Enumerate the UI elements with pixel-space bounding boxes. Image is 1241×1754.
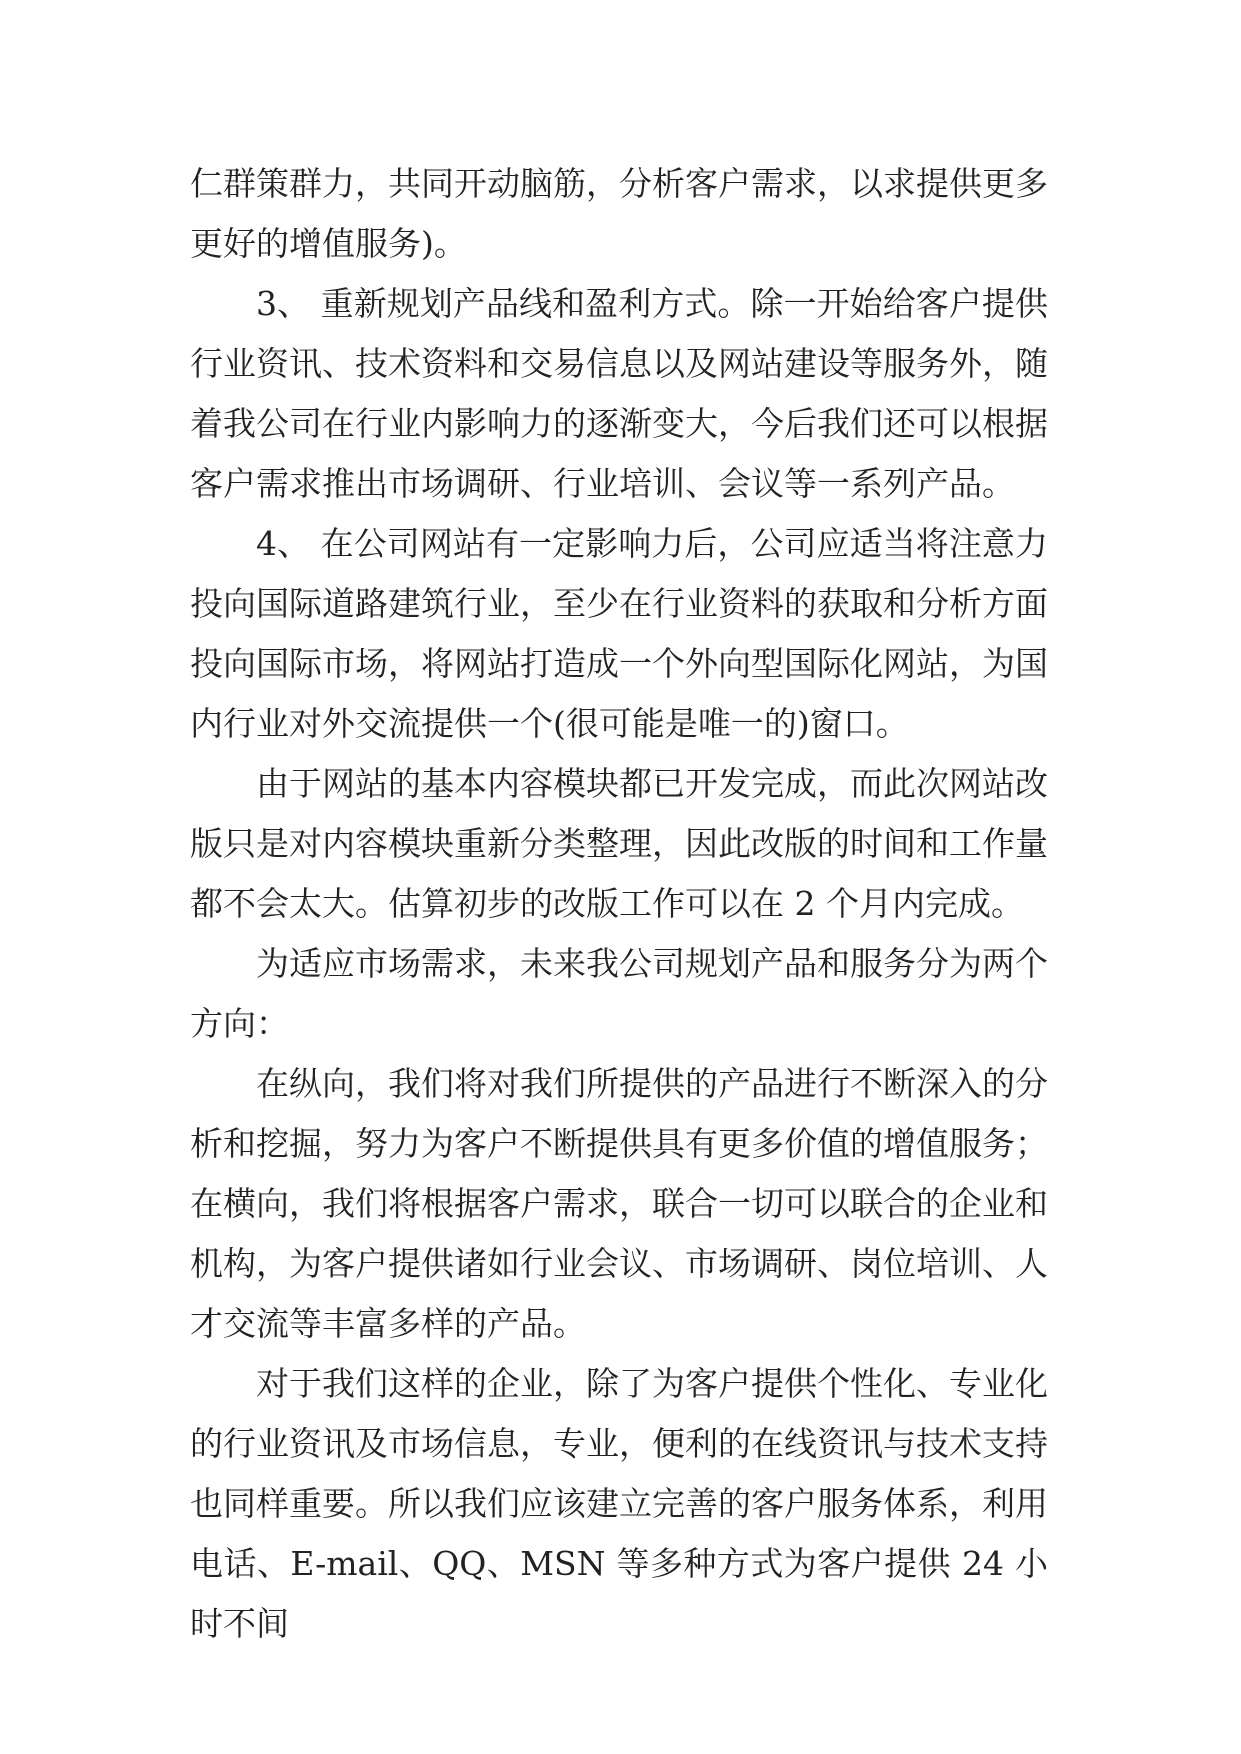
paragraph-2: 3、 重新规划产品线和盈利方式。除一开始给客户提供行业资讯、技术资料和交易信息以及网站建设等服务外，随着我公司在行业内影响力的逐渐变大，今后我们还可以根据客户需求推出市场调研、行业培训、会议等一系列产品。: [190, 284, 1048, 503]
paragraph-6: 在纵向，我们将对我们所提供的产品进行不断深入的分析和挖掘，努力为客户不断提供具有更多价值的增值服务；在横向，我们将根据客户需求，联合一切可以联合的企业和机构，为客户提供诸如行业会议、市场调研、岗位培训、人才交流等丰富多样的产品。: [190, 1064, 1048, 1343]
paragraph-4: 由于网站的基本内容模块都已开发完成，而此次网站改版只是对内容模块重新分类整理，因此改版的时间和工作量都不会太大。估算初步的改版工作可以在 2 个月内完成。: [190, 764, 1048, 923]
paragraph-1: 仁群策群力，共同开动脑筋，分析客户需求，以求提供更多更好的增值服务)。: [190, 164, 1048, 263]
paragraph-3: 4、 在公司网站有一定影响力后，公司应适当将注意力投向国际道路建筑行业，至少在行业资料的获取和分析方面投向国际市场，将网站打造成一个外向型国际化网站，为国内行业对外交流提供一个(很可能是唯一的)窗口。: [190, 524, 1048, 743]
document-body: [190, 154, 1048, 1654]
paragraph-5: 为适应市场需求，未来我公司规划产品和服务分为两个方向：: [190, 944, 1048, 1043]
paragraph-7: 对于我们这样的企业，除了为客户提供个性化、专业化的行业资讯及市场信息，专业，便利的在线资讯与技术支持也同样重要。所以我们应该建立完善的客户服务体系，利用电话、E-mail、QQ、MSN 等多种方式为客户提供 24 小时不间: [190, 1364, 1048, 1643]
